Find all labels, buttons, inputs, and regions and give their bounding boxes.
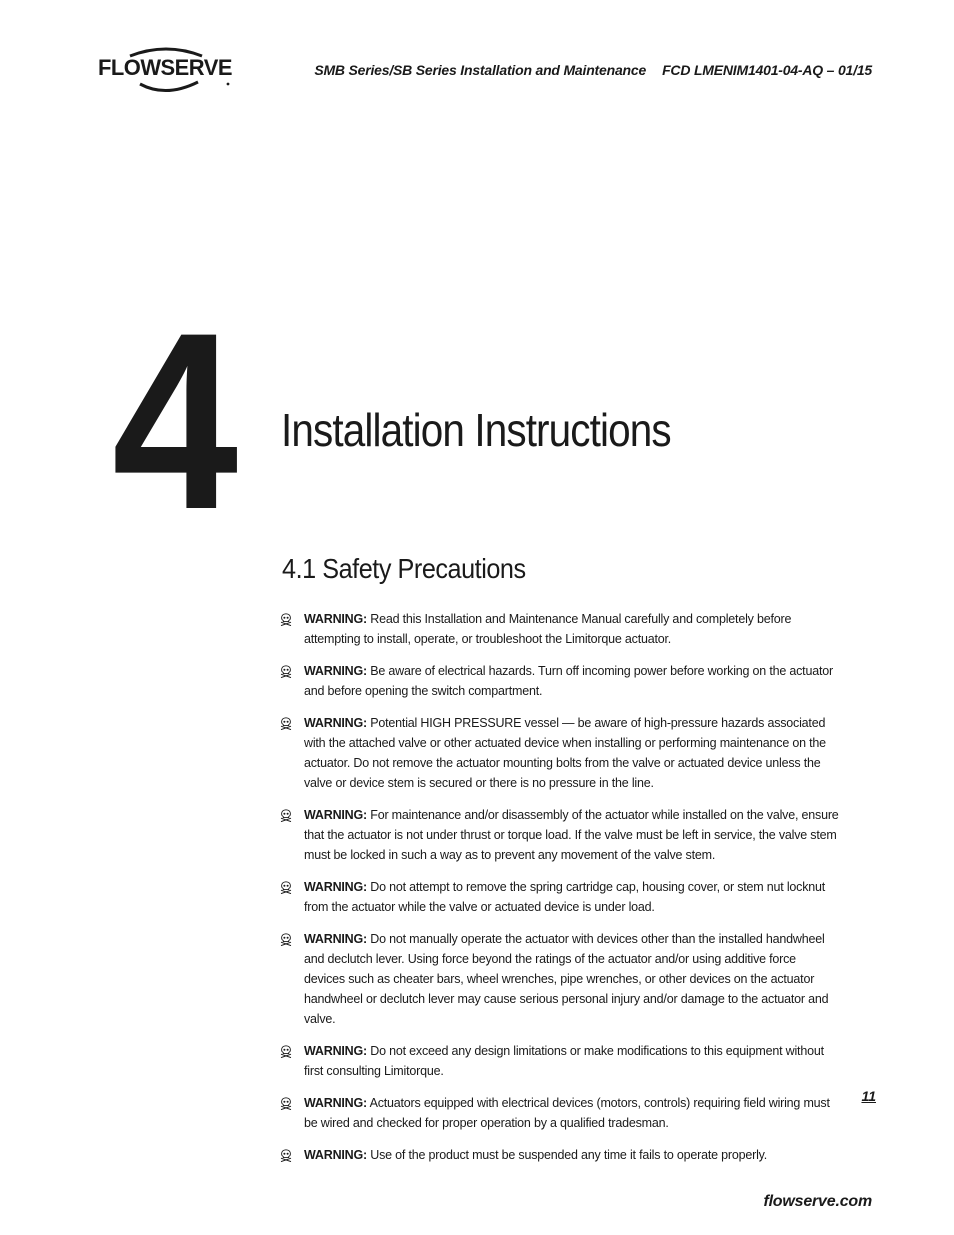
- flowserve-logo: [98, 44, 234, 96]
- warning-item: [280, 609, 840, 649]
- warning-text: For maintenance and/or disassembly of the actuator while installed on the valve, ensure that the actuator is not under thrust or torque load. If the valve must be left in service, the valve stem must be locked in such a way as to prevent any movement of the valve stem.: [304, 808, 839, 862]
- warning-text: Read this Installation and Maintenance Manual carefully and completely before attempting to install, operate, or troubleshoot the Limitorque actuator.: [304, 612, 792, 646]
- warning-item: [280, 1041, 840, 1081]
- warning-item: [280, 1145, 840, 1165]
- warning-item: [280, 661, 840, 701]
- warning-label: WARNING:: [304, 664, 367, 678]
- warning-text: Be aware of electrical hazards. Turn off incoming power before working on the actuator and before opening the switch compartment.: [304, 664, 833, 698]
- page-number: 11: [861, 1088, 876, 1104]
- skull-crossbones-icon: [280, 1097, 292, 1110]
- skull-crossbones-icon: [280, 1149, 292, 1162]
- flowserve-logo-icon: [98, 44, 234, 96]
- warning-label: WARNING:: [304, 1148, 367, 1162]
- warning-text: Use of the product must be suspended any time it fails to operate properly.: [366, 1148, 768, 1162]
- skull-crossbones-icon: [280, 933, 292, 946]
- warning-text: Do not attempt to remove the spring cartridge cap, housing cover, or stem nut locknut from the actuator while the valve or actuated device is under load.: [304, 880, 826, 914]
- header-doc-code: FCD LMENIM1401-04-AQ – 01/15: [662, 62, 872, 78]
- warning-item: [280, 877, 840, 917]
- skull-crossbones-icon: [280, 881, 292, 894]
- skull-crossbones-icon: [280, 809, 292, 822]
- warning-label: WARNING:: [304, 880, 367, 894]
- section-title: 4.1 Safety Precautions: [282, 553, 526, 584]
- warning-item: [280, 713, 840, 793]
- warning-text: Do not exceed any design limitations or make modifications to this equipment without first consulting Limitorque.: [304, 1044, 824, 1078]
- logo-text: FLOWSERVE: [98, 55, 232, 80]
- warning-item: [280, 929, 840, 1029]
- warning-label: WARNING:: [304, 1044, 367, 1058]
- warning-item: [280, 1093, 840, 1133]
- chapter-number: 4: [112, 281, 233, 562]
- skull-crossbones-icon: [280, 665, 292, 678]
- skull-crossbones-icon: [280, 717, 292, 730]
- warning-text: Actuators equipped with electrical devices (motors, controls) requiring field wiring must be wired and checked for proper operation by a qualified tradesman.: [304, 1096, 830, 1130]
- warnings-list: [280, 609, 840, 1177]
- header-title: SMB Series/SB Series Installation and Maintenance: [314, 62, 647, 78]
- warning-label: WARNING:: [304, 808, 367, 822]
- skull-crossbones-icon: [280, 1045, 292, 1058]
- warning-text: Potential HIGH PRESSURE vessel — be aware of high-pressure hazards associated with the attached valve or other actuated device when installing or performing maintenance on the actuator. Do not remove the actuator mounting bolts from the valve or actuated device unless the valve or device stem is secured or there is no pressure in the line.: [304, 716, 826, 790]
- warning-label: WARNING:: [304, 612, 367, 626]
- warning-label: WARNING:: [304, 932, 367, 946]
- warning-text: Do not manually operate the actuator with devices other than the installed handwheel and declutch lever. Using force beyond the ratings of the actuator and/or using additive force devices such as cheater bars, wheel wrenches, pipe wrenches, or other devices on the actuator handwheel or declutch lever may cause serious personal injury and/or damage to the actuator and valve.: [304, 932, 829, 1026]
- warning-item: [280, 805, 840, 865]
- warning-label: WARNING:: [304, 1096, 367, 1110]
- skull-crossbones-icon: [280, 613, 292, 626]
- warning-label: WARNING:: [304, 716, 367, 730]
- running-header: [314, 62, 872, 78]
- chapter-title: Installation Instructions: [281, 404, 671, 456]
- footer-url[interactable]: flowserve.com: [763, 1193, 872, 1210]
